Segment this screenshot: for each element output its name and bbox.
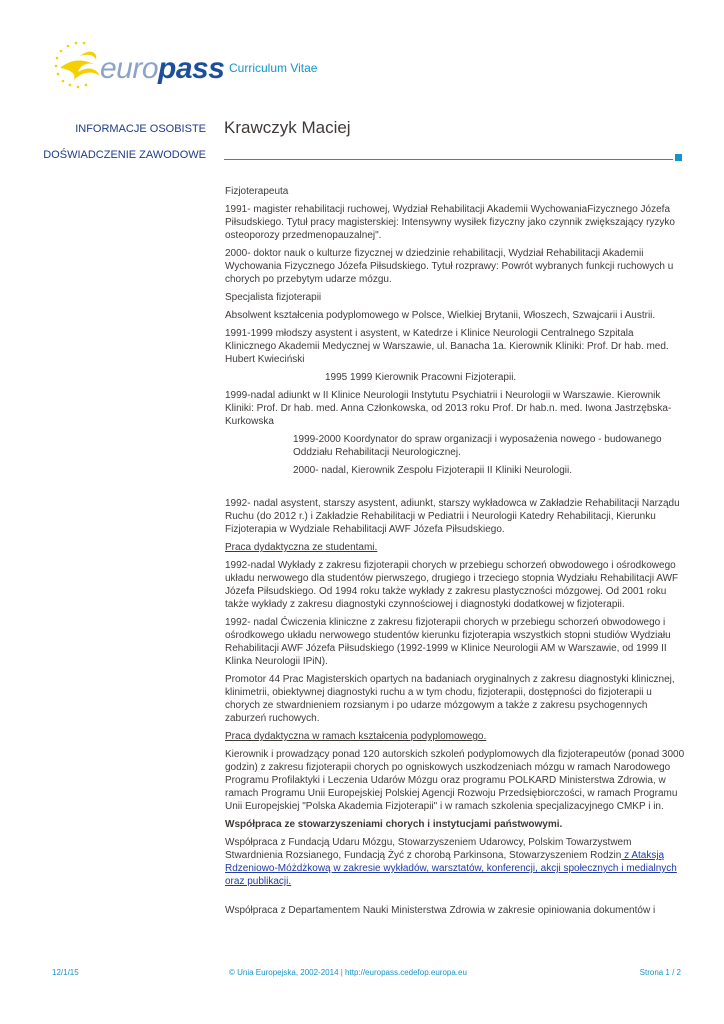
paragraph: Współpraca z Departamentem Nauki Ministerstwa Zdrowia w zakresie opiniowania dokumentów i: [225, 905, 656, 916]
paragraph: [225, 836, 687, 888]
document-title: Curriculum Vitae: [229, 61, 318, 75]
footer-page-number: Strona 1 / 2: [639, 968, 681, 977]
paragraph: 1992- nadal asystent, starszy asystent, adiunkt, starszy wykładowca w Zakładzie Rehabilitacji Narządu Ruchu (do 2012 r.) i Zakładzie Rehabilitacji w Pediatrii i Neurologii Katedry Rehabilitacji, Kierunku Fizjoterapia w Wydziale Rehabilitacji AWF Józefa Piłsudskiego.: [225, 498, 680, 535]
europass-wordmark: europass: [100, 52, 225, 85]
divider-marker: [675, 154, 682, 161]
subheading: Praca dydaktyczna ze studentami.: [225, 542, 378, 553]
link[interactable]: z Ataksją Rdzeniowo-Móżdżkową w zakresie wykładów, warsztatów, konferencji, akcji społecznych i medialnych oraz publikacji.: [225, 850, 677, 887]
footer-copyright: © Unia Europejska, 2002-2014 | http://europass.cedefop.europa.eu: [229, 968, 467, 977]
section-label-experience: DOŚWIADCZENIE ZAWODOWE: [43, 149, 206, 161]
paragraph: 1992- nadal Ćwiczenia kliniczne z zakresu fizjoterapii chorych w przebiegu schorzeń obwodowego i ośrodkowego układu nerwowego studentów kierunku fizjoterapia wszystkich stopni studiów Wydziału Rehabilitacji AWF Józefa Piłsudskiego (1992-1999 w Klinice Neurologii AM w Warszawie, od 1999 II Klinka Neurologii IPiN).: [225, 617, 671, 667]
paragraph: 1992-nadal Wykłady z zakresu fizjoterapii chorych w przebiegu schorzeń obwodowego i ośrodkowego układu nerwowego dla studentów pierwszego, drugiego i trzeciego stopnia Wydziału Rehabilitacji AWF Józefa Piłsudskiego. Od 1994 roku także wykłady z zakresu plastyczności mózgowej. Od 2001 roku także wykłady z zakresu diagnostyki czynnościowej i diagnostyki dodatkowej w fizjoterapii.: [225, 560, 679, 610]
paragraph: 2000- doktor nauk o kulturze fizycznej w dziedzinie rehabilitacji, Wydział Rehabilitacji Akademii Wychowania Fizycznego Józefa Piłsudskiego. Tytuł rozprawy: Powrót wybranych funkcji ruchowych u chorych po przebytym udarze mózgu.: [225, 248, 674, 285]
paragraph: 1991- magister rehabilitacji ruchowej, Wydział Rehabilitacji Akademii WychowaniaFizycznego Józefa Piłsudskiego. Tytuł pracy magisterskiej: Intensywny wysiłek fizyczny jako czynnik zwiększający ryzyko osteoporozy przedmenopauzalnej".: [225, 204, 675, 241]
section-label-personal: INFORMACJE OSOBISTE: [75, 123, 206, 135]
subheading: Praca dydaktyczna w ramach kształcenia podyplomowego.: [225, 731, 487, 742]
paragraph-text: Współpraca z Fundacją Udaru Mózgu, Stowarzyszeniem Udarowcy, Polskim Towarzystwem Stwardnienia Rozsianego, Fundacją Żyć z chorobą Parkinsona, Stowarzyszeniem Rodzin: [225, 837, 632, 861]
paragraph: 1999-2000 Koordynator do spraw organizacji i wyposażenia nowego - budowanego Oddziału Rehabilitacji Neurologicznej.: [293, 434, 662, 458]
paragraph: Promotor 44 Prac Magisterskich opartych na badaniach oryginalnych z zakresu diagnostyki klinicznej, klinimetrii, obiektywnej diagnostyki ruchu a w tym chodu, fizjoterapii, dostępności do fizjoterapii u chorych ze stwardnieniem rozsianym i po udarze mózgowym a także z zakresu psychogennych zaburzeń ruchowych.: [225, 674, 675, 724]
paragraph: 1999-nadal adiunkt w II Klinice Neurologii Instytutu Psychiatrii i Neurologii w Warszawie. Kierownik Kliniki: Prof. Dr hab. med. Anna Członkowska, od 2013 roku Prof. Dr hab.n. med. Iwona Jastrzębska-Kurkowska: [225, 390, 672, 427]
paragraph: 2000- nadal, Kierownik Zespołu Fizjoterapii II Kliniki Neurologii.: [293, 465, 573, 476]
paragraph: Kierownik i prowadzący ponad 120 autorskich szkoleń podyplomowych dla fizjoterapeutów (ponad 3000 godzin) z zakresu fizjoterapii chorych po ogniskowych uszkodzeniach mózgu w ramach Narodowego Programu Profilaktyki i Leczenia Udarów Mózgu oraz programu POLKARD Ministerstwa Zdrowia, w ramach Programu Unii Europejskiej Polskiej Agencji Rozwoju Przedsiębiorczości, w ramach Programu Unii Europejskiej "Polska Akademia Fizjoterapii" i w ramach szkolenia specjalizacyjnego CMKP i in.: [225, 749, 685, 812]
person-name: Krawczyk Maciej: [224, 118, 351, 137]
paragraph: 1995 1999 Kierownik Pracowni Fizjoterapii.: [325, 372, 517, 383]
paragraph: Absolwent kształcenia podyplomowego w Polsce, Wielkiej Brytanii, Włoszech, Szwajcarii i Austrii.: [225, 310, 656, 321]
experience-content: [225, 185, 687, 922]
paragraph: Fizjoterapeuta: [225, 186, 289, 197]
footer-date: 12/1/15: [52, 968, 79, 977]
figure-icon: [60, 61, 100, 80]
paragraph: Specjalista fizjoterapii: [225, 292, 322, 303]
subheading: Współpraca ze stowarzyszeniami chorych i instytucjami państwowymi.: [225, 819, 563, 830]
paragraph: 1991-1999 młodszy asystent i asystent, w Katedrze i Klinice Neurologii Centralnego Szpitala Klinicznego Akademii Medycznej w Warszawie, ul. Banacha 1a. Kierownik Kliniki: Prof. Dr hab. med. Hubert Kwieciński: [225, 328, 669, 365]
section-divider: [224, 159, 673, 160]
